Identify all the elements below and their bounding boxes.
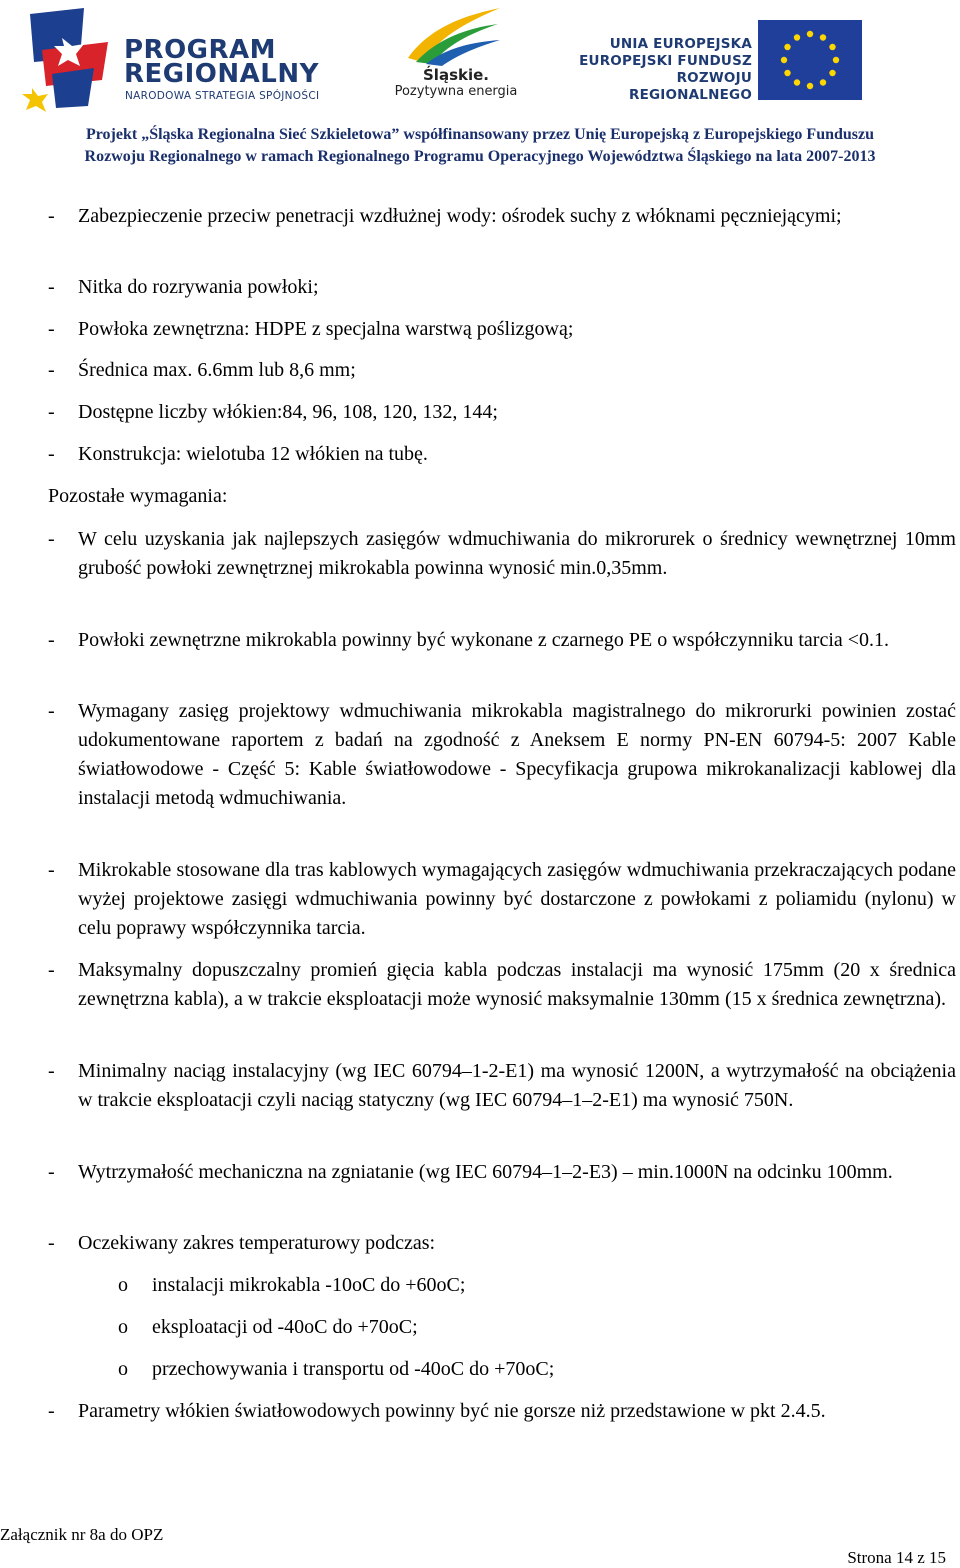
list-item [48, 956, 956, 1014]
slaskie-logo-line2: Pozytywna energia [394, 84, 518, 99]
list-item [48, 356, 956, 385]
program-logo-line1: PROGRAM [124, 35, 277, 65]
dash-bullet: - [48, 1161, 55, 1183]
list-item [48, 1229, 956, 1258]
list-item-text: Powłoki zewnętrzne mikrokabla powinny być wykonane z czarnego PE o współczynniku tarcia <0.1. [78, 629, 890, 651]
sub-list-item [118, 1355, 554, 1384]
footer-page-number: Strona 14 z 15 [847, 1548, 946, 1567]
list-item-text: Maksymalny dopuszczalny promień gięcia kabla podczas instalacji ma wynosić 175mm (20 x średnica zewnętrzna kabla), a w trakcie eksploatacji może wynosić maksymalnie 130mm (15 x średnica zewnętrzna). [78, 959, 956, 1010]
slaskie-logo-line1: Śląskie. [423, 66, 489, 84]
list-item [48, 525, 956, 583]
section-heading: Pozostałe wymagania: [48, 485, 228, 507]
list-item [48, 273, 956, 302]
list-item [48, 697, 956, 813]
program-regionalny-emblem-icon [22, 8, 118, 112]
dash-bullet: - [48, 700, 55, 722]
sub-list-item-text: eksploatacji od -40oC do +70oC; [152, 1316, 418, 1338]
eu-flag-icon [758, 20, 862, 100]
dash-bullet: - [48, 1060, 55, 1082]
list-item [48, 202, 956, 231]
slaskie-swirl-icon [402, 4, 506, 68]
eu-logo-line1: UNIA EUROPEJSKA [609, 36, 752, 52]
list-item-text: Wytrzymałość mechaniczna na zgniatanie (wg IEC 60794–1–2-E3) – min.1000N na odcinku 100mm. [78, 1161, 893, 1183]
header-logos [0, 0, 960, 118]
project-header-line2: Rozwoju Regionalnego w ramach Regionalnego Programu Operacyjnego Województwa Śląskiego na lata 2007-2013 [84, 148, 876, 165]
sub-list-item-text: instalacji mikrokabla -10oC do +60oC; [152, 1274, 466, 1296]
dash-bullet: - [48, 401, 55, 423]
list-item [48, 1397, 956, 1426]
dash-bullet: - [48, 318, 55, 340]
circle-bullet: o [118, 1316, 128, 1338]
list-item-text: Wymagany zasięg projektowy wdmuchiwania mikrokabla magistralnego do mikrorurki powinien zostać udokumentowane raportem z badań na zgodność z Aneksem E normy PN-EN 60794-5: 2007 Kable światłowodowe - Część 5: Kable światłowodowe - Specyfikacja grupowa mikrokanalizacji kablowej dla instalacji metodą wdmuchiwania. [78, 700, 956, 809]
program-logo-line3: NARODOWA STRATEGIA SPÓJNOŚCI [125, 90, 320, 102]
list-item-text: Powłoka zewnętrzna: HDPE z specjalna warstwą poślizgową; [78, 318, 574, 340]
list-item [48, 440, 956, 469]
dash-bullet: - [48, 1232, 55, 1254]
list-item-text: W celu uzyskania jak najlepszych zasięgów wdmuchiwania do mikrorurek o średnicy wewnętrznej 10mm grubość powłoki zewnętrznej mikrokabla powinna wynosić min.0,35mm. [78, 528, 956, 579]
dash-bullet: - [48, 1400, 55, 1422]
dash-bullet: - [48, 959, 55, 981]
list-item-text: Zabezpieczenie przeciw penetracji wzdłużnej wody: ośrodek suchy z włóknami pęczniejącymi; [78, 205, 842, 227]
dash-bullet: - [48, 629, 55, 651]
dash-bullet: - [48, 205, 55, 227]
list-item [48, 1057, 956, 1115]
dash-bullet: - [48, 528, 55, 550]
list-item-text: Konstrukcja: wielotuba 12 włókien na tubę. [78, 443, 428, 465]
circle-bullet: o [118, 1274, 128, 1296]
list-item-text: Dostępne liczby włókien:84, 96, 108, 120, 132, 144; [78, 401, 498, 423]
list-item-text: Mikrokable stosowane dla tras kablowych wymagających zasięgów wdmuchiwania przekraczających podane wyżej projektowe zasięgi wdmuchiwania powinny być dostarczone z powłokami z poliamidu (nylonu) w celu poprawy współczynnika tarcia. [78, 859, 956, 939]
dash-bullet: - [48, 359, 55, 381]
list-item-text: Oczekiwany zakres temperaturowy podczas: [78, 1232, 436, 1254]
list-item [48, 626, 956, 655]
program-regionalny-logo [22, 8, 362, 112]
list-item-text: Minimalny naciąg instalacyjny (wg IEC 60794–1-2-E1) ma wynosić 1200N, a wytrzymałość na obciążenia w trakcie eksploatacji czyli naciąg statyczny (wg IEC 60794–1–2-E1) ma wynosić 750N. [78, 1060, 956, 1111]
list-item [48, 1158, 956, 1187]
eu-logo-line3: ROZWOJU REGIONALNEGO [628, 70, 752, 103]
list-item-text: Nitka do rozrywania powłoki; [78, 276, 319, 298]
eu-fund-logo [566, 12, 866, 102]
dash-bullet: - [48, 276, 55, 298]
list-item [48, 856, 956, 943]
sub-list-item-text: przechowywania i transportu od -40oC do +70oC; [152, 1358, 555, 1380]
sub-list-item [118, 1313, 418, 1342]
footer-attachment-label: Załącznik nr 8a do OPZ [0, 1525, 164, 1544]
list-item [48, 315, 956, 344]
list-item-text: Parametry włókien światłowodowych powinny być nie gorsze niż przedstawione w pkt 2.4.5. [78, 1400, 826, 1422]
slaskie-logo [386, 4, 526, 108]
list-item [48, 398, 956, 427]
program-logo-line2: REGIONALNY [124, 59, 319, 89]
dash-bullet: - [48, 859, 55, 881]
list-item-text: Średnica max. 6.6mm lub 8,6 mm; [78, 359, 356, 381]
dash-bullet: - [48, 443, 55, 465]
circle-bullet: o [118, 1358, 128, 1380]
project-header-line1: Projekt „Śląska Regionalna Sieć Szkieletowa” współfinansowany przez Unię Europejską z Europejskiego Funduszu [85, 126, 875, 143]
eu-logo-line2: EUROPEJSKI FUNDUSZ [579, 53, 752, 69]
sub-list-item [118, 1271, 465, 1300]
